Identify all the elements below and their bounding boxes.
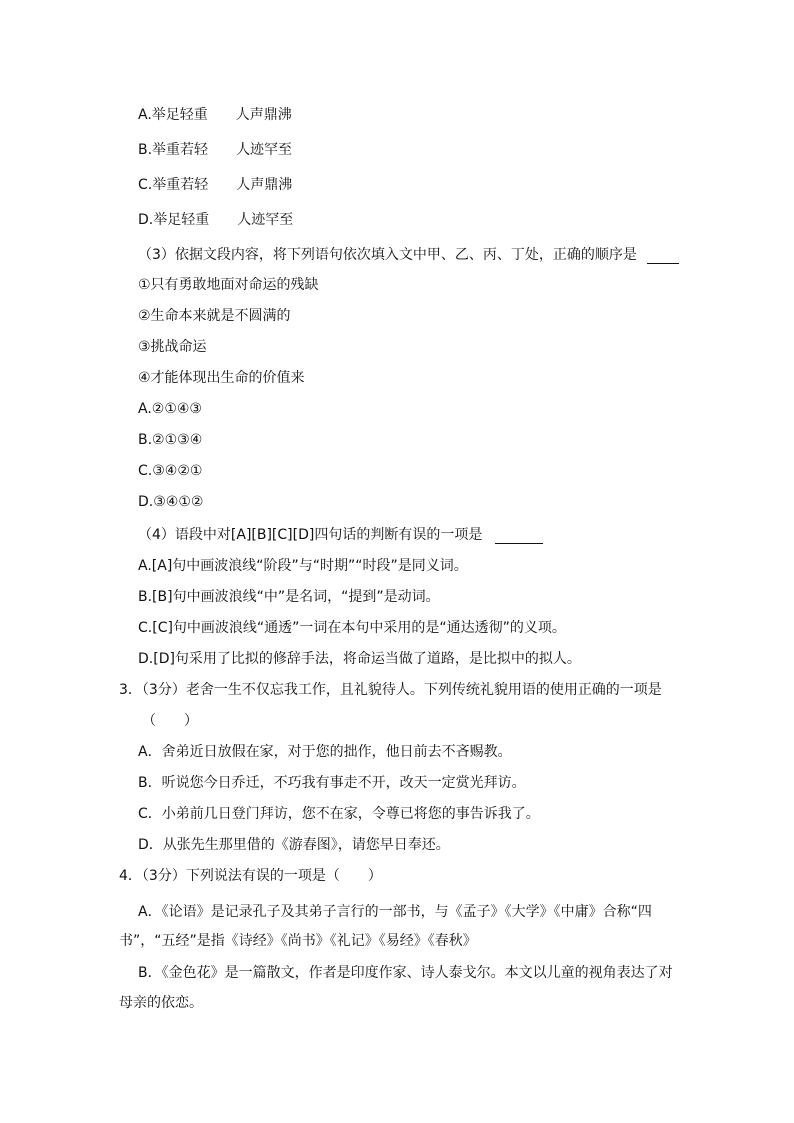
q3-option-c: C.③④②① bbox=[138, 463, 203, 479]
q3-option-b: B.②①③④ bbox=[138, 432, 203, 448]
q4-stem: （4）语段中对[A][B][C][D]四句话的判断有误的一项是 bbox=[138, 527, 483, 543]
q4-option-d: D.[D]句采用了比拟的修辞手法，将命运当做了道路，是比拟中的拟人。 bbox=[138, 651, 581, 667]
q3-sentence-3: ③挑战命运 bbox=[138, 339, 207, 355]
q2-option-b-word1: B.举重若轻 bbox=[138, 142, 209, 158]
question-3-stem: 3．（3分）老舍一生不仅忘我工作，且礼貌待人。下列传统礼貌用语的使用正确的一项是 bbox=[119, 682, 662, 698]
question-3-option-a: A．舍弟近日放假在家，对于您的拙作，他日前去不吝赐教。 bbox=[138, 744, 512, 760]
q2-option-d bbox=[138, 211, 293, 229]
q4-stem-line bbox=[138, 526, 543, 544]
q2-option-b-word2: 人迹罕至 bbox=[236, 142, 293, 158]
question-3-paren: （ ） bbox=[142, 713, 198, 729]
question-4-option-a-line2: 书”，“五经”是指《诗经》《尚书》《礼记》《易经》《春秋》 bbox=[119, 933, 477, 949]
q3-option-d: D.③④①② bbox=[138, 494, 204, 510]
q3-sentence-1: ①只有勇敢地面对命运的残缺 bbox=[138, 277, 319, 293]
question-4-option-a-line1: A．《论语》是记录孔子及其弟子言行的一部书，与《孟子》《大学》《中庸》合称“四 bbox=[138, 904, 652, 920]
question-4-option-b-line1: B．《金色花》是一篇散文，作者是印度作家、诗人泰戈尔。本文以儿童的视角表达了对 bbox=[138, 965, 673, 981]
q4-option-c: C.[C]句中画波浪线“通透”一词在本句中采用的是“通达透彻”的义项。 bbox=[138, 620, 566, 636]
answer-blank bbox=[647, 249, 679, 264]
q3-stem: （3）依据文段内容，将下列语句依次填入文中甲、乙、丙、丁处，正确的顺序是 bbox=[138, 247, 637, 263]
q3-sentence-2: ②生命本来就是不圆满的 bbox=[138, 308, 291, 324]
q2-option-c-word2: 人声鼎沸 bbox=[236, 177, 293, 193]
q2-option-a bbox=[138, 106, 292, 124]
question-4-stem: 4．（3分）下列说法有误的一项是（ ） bbox=[119, 868, 382, 884]
q2-option-c-word1: C.举重若轻 bbox=[138, 177, 209, 193]
q4-option-b: B.[B]句中画波浪线“中”是名词，“提到”是动词。 bbox=[138, 589, 440, 605]
question-4-option-b-line2: 母亲的依恋。 bbox=[119, 995, 203, 1011]
answer-blank bbox=[495, 529, 543, 544]
question-3-option-b: B．听说您今日乔迁，不巧我有事走不开，改天一定赏光拜访。 bbox=[138, 775, 526, 791]
q2-option-a-word1: A.举足轻重 bbox=[138, 107, 208, 123]
question-3-option-c: C．小弟前几日登门拜访，您不在家，令尊已将您的事告诉我了。 bbox=[138, 806, 540, 822]
q2-option-b bbox=[138, 141, 292, 159]
q2-option-d-word2: 人迹罕至 bbox=[237, 212, 294, 228]
q2-option-a-word2: 人声鼎沸 bbox=[235, 107, 292, 123]
q2-option-c bbox=[138, 176, 292, 194]
q4-option-a: A.[A]句中画波浪线“阶段”与“时期”“时段”是同义词。 bbox=[138, 558, 468, 574]
question-3-option-d: D．从张先生那里借的《游春图》，请您早日奉还。 bbox=[138, 837, 450, 853]
q3-option-a: A.②①④③ bbox=[138, 401, 202, 417]
q3-sentence-4: ④才能体现出生命的价值来 bbox=[138, 370, 305, 386]
q3-stem-line bbox=[138, 246, 679, 264]
q2-option-d-word1: D.举足轻重 bbox=[138, 212, 210, 228]
